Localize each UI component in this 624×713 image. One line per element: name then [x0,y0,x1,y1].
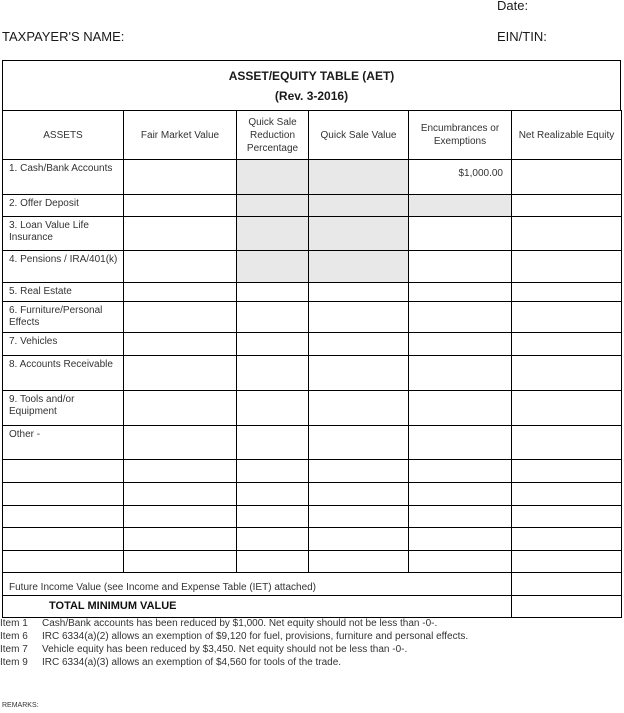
remarks-label: REMARKS: [2,702,39,709]
qs-value-cell [309,251,409,283]
qs-value-cell [309,160,409,195]
qs-pct-cell [237,195,309,217]
ein-tin-label: EIN/TIN: [497,29,547,44]
qs-pct-cell[interactable] [237,302,309,333]
net-equity-cell[interactable] [512,251,622,283]
qs-value-cell[interactable] [309,283,409,302]
blank-cell[interactable] [409,460,512,483]
qs-pct-cell[interactable] [237,283,309,302]
table-row [3,528,622,551]
qs-pct-cell [237,251,309,283]
future-income-label: Future Income Value (see Income and Expense Table (IET) attached) [3,573,512,596]
qs-value-cell[interactable] [309,391,409,426]
blank-cell[interactable] [3,483,124,506]
table-row [3,551,622,573]
blank-cell[interactable] [3,460,124,483]
table-row [3,426,622,460]
fmv-cell[interactable] [124,217,237,251]
note-text: Vehicle equity has been reduced by $3,450. Net equity should not be less than -0-. [42,644,408,655]
blank-cell[interactable] [512,460,622,483]
table-row [3,283,622,302]
total-minimum-value-cell[interactable] [512,596,622,618]
qs-pct-cell [237,217,309,251]
net-equity-cell[interactable] [512,195,622,217]
note-item: Item 6 [0,631,28,642]
blank-cell[interactable] [3,528,124,551]
encumbrance-cell[interactable] [409,251,512,283]
net-equity-cell[interactable] [512,333,622,356]
blank-cell[interactable] [309,460,409,483]
encumbrance-cell [409,195,512,217]
net-equity-cell[interactable] [512,426,622,460]
table-row [3,391,622,426]
blank-cell[interactable] [309,483,409,506]
fmv-cell[interactable] [124,251,237,283]
col-header-fair-market-value: Fair Market Value [124,111,237,160]
note-item: Item 7 [0,644,28,655]
table-row [3,195,622,217]
row-label-cash-bank: 1. Cash/Bank Accounts [3,160,124,195]
note-text: IRC 6334(a)(3) allows an exemption of $4,560 for tools of the trade. [42,657,342,668]
qs-value-cell[interactable] [309,426,409,460]
table-row [3,506,622,528]
blank-cell[interactable] [409,506,512,528]
blank-cell[interactable] [409,528,512,551]
fmv-cell[interactable] [124,302,237,333]
table-title: ASSET/EQUITY TABLE (AET) [228,69,395,83]
total-minimum-value-label: TOTAL MINIMUM VALUE [3,596,512,618]
note-line [0,643,468,656]
note-line [0,656,468,669]
blank-cell[interactable] [237,506,309,528]
encumbrance-cell[interactable] [409,356,512,391]
item-notes [0,617,468,669]
net-equity-cell[interactable] [512,391,622,426]
table-row [3,160,622,195]
blank-cell[interactable] [309,551,409,573]
fmv-cell[interactable] [124,333,237,356]
blank-cell[interactable] [124,506,237,528]
note-text: Cash/Bank accounts has been reduced by $1,000. Net equity should not be less than -0-. [42,618,438,629]
qs-value-cell[interactable] [309,333,409,356]
row-label-tools: 9. Tools and/or Equipment [3,391,124,426]
fmv-cell[interactable] [124,356,237,391]
qs-pct-cell[interactable] [237,426,309,460]
blank-cell[interactable] [409,551,512,573]
row-label-life-insurance: 3. Loan Value Life Insurance [3,217,124,251]
note-text: IRC 6334(a)(2) allows an exemption of $9,120 for fuel, provisions, furniture and personal effects. [42,631,469,642]
col-header-quick-sale-value: Quick Sale Value [309,111,409,160]
blank-cell[interactable] [409,483,512,506]
future-income-value-cell[interactable] [512,573,622,596]
blank-cell[interactable] [512,483,622,506]
note-item: Item 1 [0,618,28,629]
table-header-row [3,111,622,160]
fmv-cell[interactable] [124,160,237,195]
table-title-box [2,60,621,111]
table-row [3,483,622,506]
qs-pct-cell[interactable] [237,333,309,356]
row-label-furniture: 6. Furniture/Personal Effects [3,302,124,333]
total-row [3,596,622,618]
net-equity-cell[interactable] [512,160,622,195]
encumbrance-cell[interactable] [409,302,512,333]
row-label-vehicles: 7. Vehicles [3,333,124,356]
qs-value-cell [309,195,409,217]
blank-cell[interactable] [124,460,237,483]
encumbrance-cell[interactable] [409,391,512,426]
table-row [3,356,622,391]
table-row [3,302,622,333]
qs-pct-cell[interactable] [237,391,309,426]
note-line [0,630,468,643]
fmv-cell[interactable] [124,391,237,426]
table-row [3,217,622,251]
fmv-cell[interactable] [124,426,237,460]
fmv-cell[interactable] [124,195,237,217]
blank-cell[interactable] [309,528,409,551]
col-header-assets: ASSETS [3,111,124,160]
encumbrance-cell[interactable] [409,283,512,302]
qs-value-cell[interactable] [309,356,409,391]
fmv-cell[interactable] [124,283,237,302]
blank-cell[interactable] [3,506,124,528]
net-equity-cell[interactable] [512,356,622,391]
taxpayer-name-label: TAXPAYER'S NAME: [2,29,125,44]
net-equity-cell[interactable] [512,283,622,302]
date-label: Date: [497,0,529,13]
encumbrance-cell[interactable]: $1,000.00 [409,160,512,195]
row-label-pensions: 4. Pensions / IRA/401(k) [3,251,124,283]
row-label-accounts-receivable: 8. Accounts Receivable [3,356,124,391]
blank-cell[interactable] [512,551,622,573]
asset-equity-table [2,110,622,618]
blank-cell[interactable] [309,506,409,528]
note-line [0,617,468,630]
blank-cell[interactable] [237,483,309,506]
qs-pct-cell [237,160,309,195]
blank-cell[interactable] [512,528,622,551]
col-header-encumbrances: Encumbrances or Exemptions [409,111,512,160]
row-label-real-estate: 5. Real Estate [3,283,124,302]
blank-cell[interactable] [237,551,309,573]
col-header-net-realizable-equity: Net Realizable Equity [512,111,622,160]
encumbrance-cell[interactable] [409,426,512,460]
encumbrance-cell[interactable] [409,217,512,251]
blank-cell[interactable] [124,483,237,506]
blank-cell[interactable] [124,551,237,573]
row-label-offer-deposit: 2. Offer Deposit [3,195,124,217]
blank-cell[interactable] [237,460,309,483]
blank-cell[interactable] [237,528,309,551]
net-equity-cell[interactable] [512,302,622,333]
qs-value-cell [309,217,409,251]
blank-cell[interactable] [124,528,237,551]
col-header-quick-sale-percentage: Quick Sale Reduction Percentage [237,111,309,160]
qs-pct-cell[interactable] [237,356,309,391]
blank-cell[interactable] [512,506,622,528]
table-revision: (Rev. 3-2016) [274,89,349,103]
table-row [3,460,622,483]
qs-value-cell[interactable] [309,302,409,333]
note-item: Item 9 [0,657,28,668]
blank-cell[interactable] [3,551,124,573]
table-row [3,251,622,283]
net-equity-cell[interactable] [512,217,622,251]
table-row [3,333,622,356]
encumbrance-cell[interactable] [409,333,512,356]
future-income-row [3,573,622,596]
row-label-other: Other - [3,426,124,460]
